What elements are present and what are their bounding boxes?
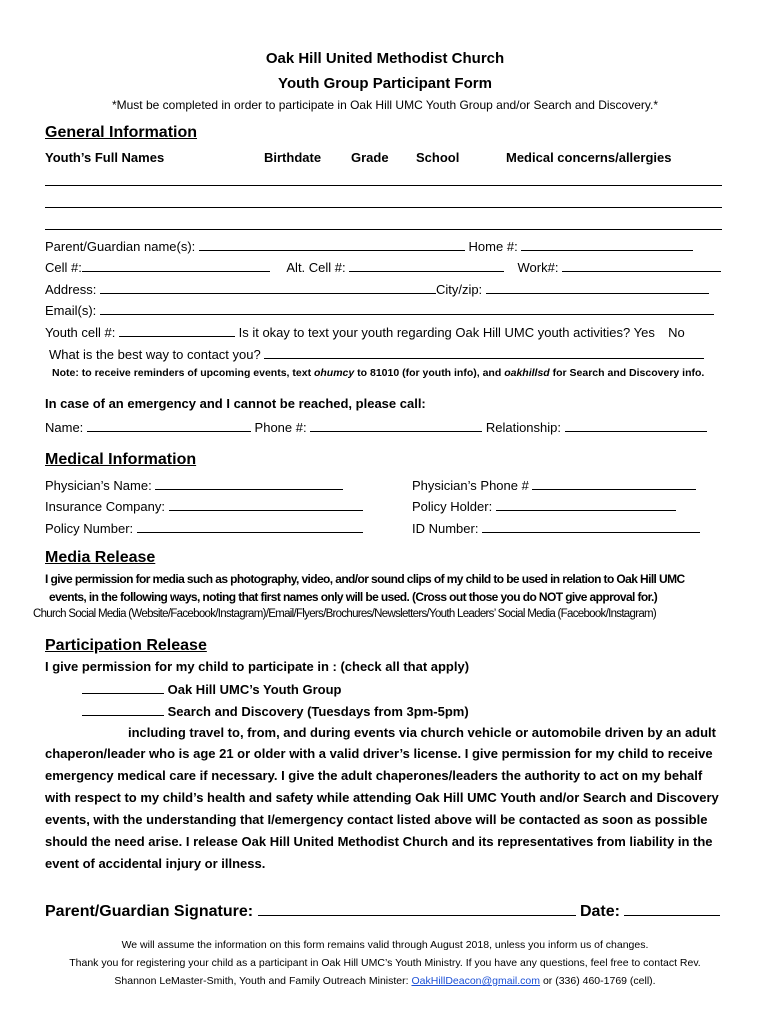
policy-holder-row bbox=[412, 498, 676, 514]
contact-method-field[interactable] bbox=[264, 346, 704, 359]
keyword-oakhillsd: oakhillsd bbox=[504, 367, 550, 379]
participation-intro: I give permission for my child to participate in : (check all that apply) bbox=[45, 659, 470, 674]
col-medical: Medical concerns/allergies bbox=[506, 150, 672, 165]
policy-number-field[interactable] bbox=[137, 520, 363, 533]
search-discovery-check-field[interactable] bbox=[82, 703, 164, 716]
emergency-phone-label: Phone #: bbox=[254, 420, 307, 435]
physician-phone-row bbox=[412, 477, 696, 493]
signature-field[interactable] bbox=[258, 900, 576, 916]
insurance-label: Insurance Company: bbox=[45, 499, 165, 514]
email-label: Email(s): bbox=[45, 303, 97, 318]
physician-phone-label: Physician’s Phone # bbox=[412, 478, 529, 493]
policy-holder-field[interactable] bbox=[496, 498, 676, 511]
youth-entry-line-1[interactable] bbox=[45, 185, 722, 186]
work-field[interactable] bbox=[562, 259, 721, 272]
address-row bbox=[45, 281, 709, 297]
form-title: Youth Group Participant Form bbox=[278, 75, 492, 92]
media-channels[interactable]: Church Social Media (Website/Facebook/Instagram)/Email/Flyers/Brochures/Newsletters/Youth Leaders’ Social Media (Facebook/Instagram) bbox=[33, 608, 657, 620]
text-question: Is it okay to text your youth regarding Oak Hill UMC youth activities? bbox=[238, 325, 631, 340]
relationship-label: Relationship: bbox=[485, 420, 561, 435]
youth-group-check-field[interactable] bbox=[82, 681, 164, 694]
insurance-field[interactable] bbox=[169, 498, 363, 511]
option-search-discovery: Search and Discovery (Tuesdays from 3pm-5pm) bbox=[82, 703, 469, 719]
id-number-label: ID Number: bbox=[412, 521, 479, 536]
emergency-phone-field[interactable] bbox=[310, 419, 482, 432]
youth-cell-row bbox=[45, 324, 685, 340]
home-phone-field[interactable] bbox=[521, 238, 693, 251]
youth-cell-field[interactable] bbox=[119, 324, 235, 337]
work-label: Work#: bbox=[517, 260, 559, 275]
signature-label: Parent/Guardian Signature: bbox=[45, 903, 254, 920]
policy-holder-label: Policy Holder: bbox=[412, 499, 493, 514]
date-label: Date: bbox=[579, 903, 620, 920]
relationship-field[interactable] bbox=[565, 419, 707, 432]
media-text-1: I give permission for media such as photography, video, and/or sound clips of my child to be used in relation to Oak Hill UMC bbox=[45, 572, 685, 586]
emergency-name-label: Name: bbox=[45, 420, 84, 435]
participation-heading: Participation Release bbox=[45, 637, 207, 654]
email-row bbox=[45, 302, 714, 318]
footer-contact: Shannon LeMaster-Smith, Youth and Family Outreach Minister: OakHillDeacon@gmail.com or (336) 460-1769 (cell). bbox=[114, 975, 656, 987]
parent-label: Parent/Guardian name(s): bbox=[45, 239, 196, 254]
home-label: Home #: bbox=[468, 239, 518, 254]
medical-heading: Medical Information bbox=[45, 451, 197, 468]
contact-row bbox=[49, 346, 704, 362]
alt-cell-field[interactable] bbox=[349, 259, 504, 272]
cityzip-label: City/zip: bbox=[435, 282, 483, 297]
no-option[interactable]: No bbox=[668, 325, 685, 340]
keyword-ohumcy: ohumcy bbox=[313, 367, 355, 379]
youth-entry-line-2[interactable] bbox=[45, 207, 722, 208]
media-heading: Media Release bbox=[45, 549, 156, 566]
youth-cell-label: Youth cell #: bbox=[45, 325, 116, 340]
physician-field[interactable] bbox=[155, 477, 343, 490]
email-field[interactable] bbox=[100, 302, 714, 315]
parent-name-field[interactable] bbox=[199, 238, 465, 251]
reminder-note: Note: to receive reminders of upcoming events, text ohumcy to 81010 (for youth info), and oakhillsd for Search and Discovery info. bbox=[52, 367, 705, 379]
physician-phone-field[interactable] bbox=[532, 477, 696, 490]
church-name: Oak Hill United Methodist Church bbox=[265, 50, 505, 67]
physician-label: Physician’s Name: bbox=[45, 478, 152, 493]
insurance-row bbox=[45, 498, 363, 514]
address-field[interactable] bbox=[100, 281, 436, 294]
col-school: School bbox=[416, 150, 460, 165]
completion-note: *Must be completed in order to participate in Oak Hill UMC Youth Group and/or Search and Discovery.* bbox=[111, 98, 659, 112]
date-field[interactable] bbox=[624, 900, 720, 916]
yes-option[interactable]: Yes bbox=[633, 325, 655, 340]
cityzip-field[interactable] bbox=[486, 281, 709, 294]
col-youth-names: Youth’s Full Names bbox=[45, 150, 165, 165]
footer-thanks: Thank you for registering your child as a participant in Oak Hill UMC’s Youth Ministry. If you have any questions, feel free to contact Rev. bbox=[69, 957, 701, 969]
id-number-row bbox=[412, 520, 700, 536]
footer-validity: We will assume the information on this form remains valid through August 2018, unless you inform us of changes. bbox=[121, 939, 649, 951]
col-grade: Grade bbox=[351, 150, 389, 165]
signature-row bbox=[45, 900, 720, 921]
physician-row bbox=[45, 477, 343, 493]
cell-label: Cell #: bbox=[45, 260, 82, 275]
policy-number-label: Policy Number: bbox=[45, 521, 134, 536]
release-first-line: including travel to, from, and during events via church vehicle or automobile driven by an adult bbox=[128, 725, 716, 740]
emergency-row bbox=[45, 419, 707, 435]
media-text-2: events, in the following ways, noting that first names only will be used. (Cross out those you do NOT give approval for.) bbox=[49, 590, 658, 604]
emergency-name-field[interactable] bbox=[87, 419, 251, 432]
parent-row bbox=[45, 238, 693, 254]
policy-number-row bbox=[45, 520, 363, 536]
alt-cell-label: Alt. Cell #: bbox=[286, 260, 346, 275]
cell-field[interactable] bbox=[82, 259, 270, 272]
contact-question: What is the best way to contact you? bbox=[49, 347, 261, 362]
release-paragraph: chaperon/leader who is age 21 or older with a valid driver’s license. I give permission for my child to receive emergency medical care if necessary. I give the adult chaperones/leaders the authority to act on my behalf with respect to my child’s health and safety while attending Oak Hill UMC Youth and/or Search and Discovery events, with the understanding that I/emergency contact listed above will be contacted as soon as possible should the need arise. I release Oak Hill United Methodist Church and its representatives from liability in the event of accidental injury or illness. bbox=[45, 746, 719, 871]
col-birthdate: Birthdate bbox=[264, 150, 322, 165]
general-heading: General Information bbox=[45, 124, 198, 141]
address-label: Address: bbox=[45, 282, 97, 297]
cell-row bbox=[45, 259, 721, 275]
youth-entry-line-3[interactable] bbox=[45, 229, 722, 230]
id-number-field[interactable] bbox=[482, 520, 700, 533]
contact-email-link[interactable]: OakHillDeacon@gmail.com bbox=[411, 975, 541, 987]
emergency-heading: In case of an emergency and I cannot be reached, please call: bbox=[45, 396, 426, 411]
option-youth-group: Oak Hill UMC’s Youth Group bbox=[82, 681, 341, 697]
